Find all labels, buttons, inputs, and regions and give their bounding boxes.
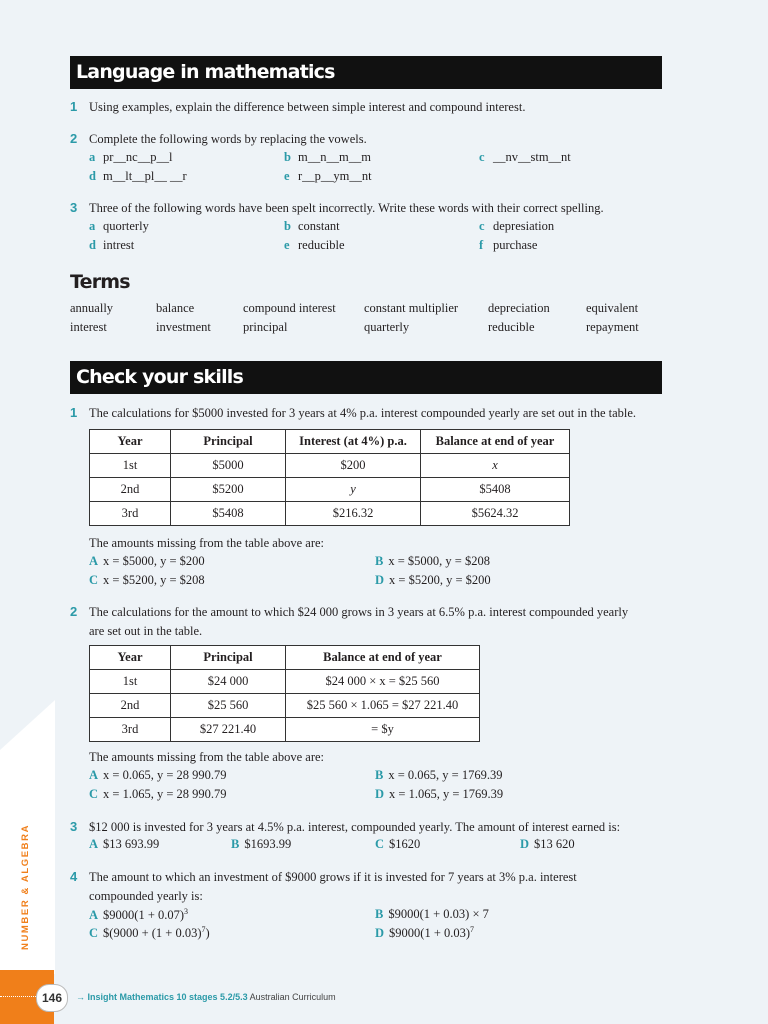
table-cell: $27 221.40 <box>171 718 286 742</box>
answer-option-b: B $1693.99 <box>231 837 292 851</box>
answer-option-d: D $9000(1 + 0.03)$^7$ <box>375 925 475 941</box>
term: reducible <box>488 320 535 334</box>
part-item: f purchase <box>479 238 538 252</box>
question-number: 3 <box>70 819 78 834</box>
part-item: a quorterly <box>89 219 149 233</box>
table-row <box>90 670 480 694</box>
answer-option-d: D $13 620 <box>520 837 575 851</box>
section-banner-check-skills: Check your skills <box>70 361 662 394</box>
table-header-row <box>90 646 480 670</box>
part-item: e r__p__ym__nt <box>284 169 372 183</box>
term: investment <box>156 320 211 334</box>
part-item: c __nv__stm__nt <box>479 150 571 164</box>
margin-decoration <box>0 700 55 750</box>
part-item: d m__lt__pl__ __r <box>89 169 187 183</box>
question-number: 2 <box>70 604 78 619</box>
options-prompt: The amounts missing from the table above are: <box>89 750 325 764</box>
table-cell: 1st <box>90 454 171 478</box>
options-prompt: The amounts missing from the table above are: <box>89 536 325 550</box>
interest-table <box>89 429 570 526</box>
answer-option-c: C $1620 <box>375 837 421 851</box>
table-row <box>90 694 480 718</box>
table-cell: 1st <box>90 670 171 694</box>
term: principal <box>243 320 288 334</box>
term: balance <box>156 301 195 315</box>
table-cell: $24 000 × x = $25 560 <box>286 670 480 694</box>
table-cell: $25 560 × 1.065 = $27 221.40 <box>286 694 480 718</box>
footer <box>76 992 336 1002</box>
term: constant multiplier <box>364 301 459 315</box>
table-row <box>90 454 570 478</box>
table-cell: $5408 <box>171 502 286 526</box>
table-cell: 2nd <box>90 478 171 502</box>
table-cell: x <box>421 454 570 478</box>
part-item: d intrest <box>89 238 135 252</box>
question-text: The calculations for the amount to which $24 000 grows in 3 years at 6.5% p.a. interest compounded yearly <box>89 605 629 619</box>
table-cell: $5000 <box>171 454 286 478</box>
table-row <box>90 478 570 502</box>
table-cell: $5408 <box>421 478 570 502</box>
table-cell: $24 000 <box>171 670 286 694</box>
term: repayment <box>586 320 639 334</box>
side-section-label: NUMBER & ALGEBRA <box>20 823 31 950</box>
answer-option-a: A $13 693.99 <box>89 837 160 851</box>
table-header: Principal <box>171 646 286 670</box>
answer-option-a: A $9000(1 + 0.07)$^3$ <box>89 907 189 923</box>
question-text: are set out in the table. <box>89 624 203 638</box>
answer-option-c: C x = $5200, y = $208 <box>89 573 205 587</box>
question-text: Complete the following words by replacing the vowels. <box>89 132 367 146</box>
section-banner-language: Language in mathematics <box>70 56 662 89</box>
question-text: compounded yearly is: <box>89 889 203 903</box>
terms-heading: Terms <box>70 271 130 293</box>
answer-option-d: D x = 1.065, y = 1769.39 <box>375 787 504 801</box>
part-item: b m__n__m__m <box>284 150 371 164</box>
table-cell: 3rd <box>90 718 171 742</box>
table-row <box>90 718 480 742</box>
term: depreciation <box>488 301 550 315</box>
table-header: Principal <box>171 430 286 454</box>
term: annually <box>70 301 114 315</box>
table-row <box>90 502 570 526</box>
answer-option-a: A x = 0.065, y = 28 990.79 <box>89 768 227 782</box>
table-cell: $5200 <box>171 478 286 502</box>
part-item: c depresiation <box>479 219 555 233</box>
table-cell: $5624.32 <box>421 502 570 526</box>
question-number: 1 <box>70 405 78 420</box>
question-text: The calculations for $5000 invested for 3 years at 4% p.a. interest compounded yearly are set out in the table. <box>89 406 637 420</box>
table-cell: $25 560 <box>171 694 286 718</box>
table-header: Balance at end of year <box>421 430 570 454</box>
table-header: Balance at end of year <box>286 646 480 670</box>
question-number: 1 <box>70 99 78 114</box>
table-cell: y <box>286 478 421 502</box>
term: quarterly <box>364 320 410 334</box>
question-number: 2 <box>70 131 78 146</box>
answer-option-b: B x = 0.065, y = 1769.39 <box>375 768 503 782</box>
page-number: 146 <box>36 984 68 1012</box>
answer-option-c: C $(9000 + $(1 + 0.03)^7$) <box>89 925 210 941</box>
footer-arrow-icon: → <box>76 992 85 1002</box>
table-cell: 2nd <box>90 694 171 718</box>
answer-option-b: B $9000(1 + 0.03) × 7 <box>375 907 489 921</box>
table-header: Year <box>90 646 171 670</box>
part-item: a pr__nc__p__l <box>89 150 173 164</box>
footer-book-title: Insight Mathematics 10 stages 5.2/5.3 <box>87 992 248 1002</box>
table-cell: $200 <box>286 454 421 478</box>
table-header-row <box>90 430 570 454</box>
term: interest <box>70 320 107 334</box>
table-header: Year <box>90 430 171 454</box>
table-header: Interest (at 4%) p.a. <box>286 430 421 454</box>
footer-curriculum: Australian Curriculum <box>249 992 336 1002</box>
table-cell: $216.32 <box>286 502 421 526</box>
question-number: 3 <box>70 200 78 215</box>
table-cell: 3rd <box>90 502 171 526</box>
answer-option-d: D x = $5200, y = $200 <box>375 573 491 587</box>
question-text: The amount to which an investment of $9000 grows if it is invested for 7 years at 3% p.a. interest <box>89 870 577 884</box>
part-item: b constant <box>284 219 340 233</box>
answer-option-c: C x = 1.065, y = 28 990.79 <box>89 787 227 801</box>
question-text: Three of the following words have been spelt incorrectly. Write these words with their correct spelling. <box>89 201 604 215</box>
answer-option-a: A x = $5000, y = $200 <box>89 554 205 568</box>
term: compound interest <box>243 301 336 315</box>
table-cell: = $y <box>286 718 480 742</box>
part-item: e reducible <box>284 238 345 252</box>
growth-table <box>89 645 480 742</box>
term: equivalent <box>586 301 639 315</box>
answer-option-b: B x = $5000, y = $208 <box>375 554 490 568</box>
question-text: $12 000 is invested for 3 years at 4.5% p.a. interest, compounded yearly. The amount of interest earned is: <box>89 820 621 834</box>
question-text: Using examples, explain the difference between simple interest and compound interest. <box>89 100 526 114</box>
footer-dotted-line <box>0 996 40 997</box>
question-number: 4 <box>70 869 78 884</box>
